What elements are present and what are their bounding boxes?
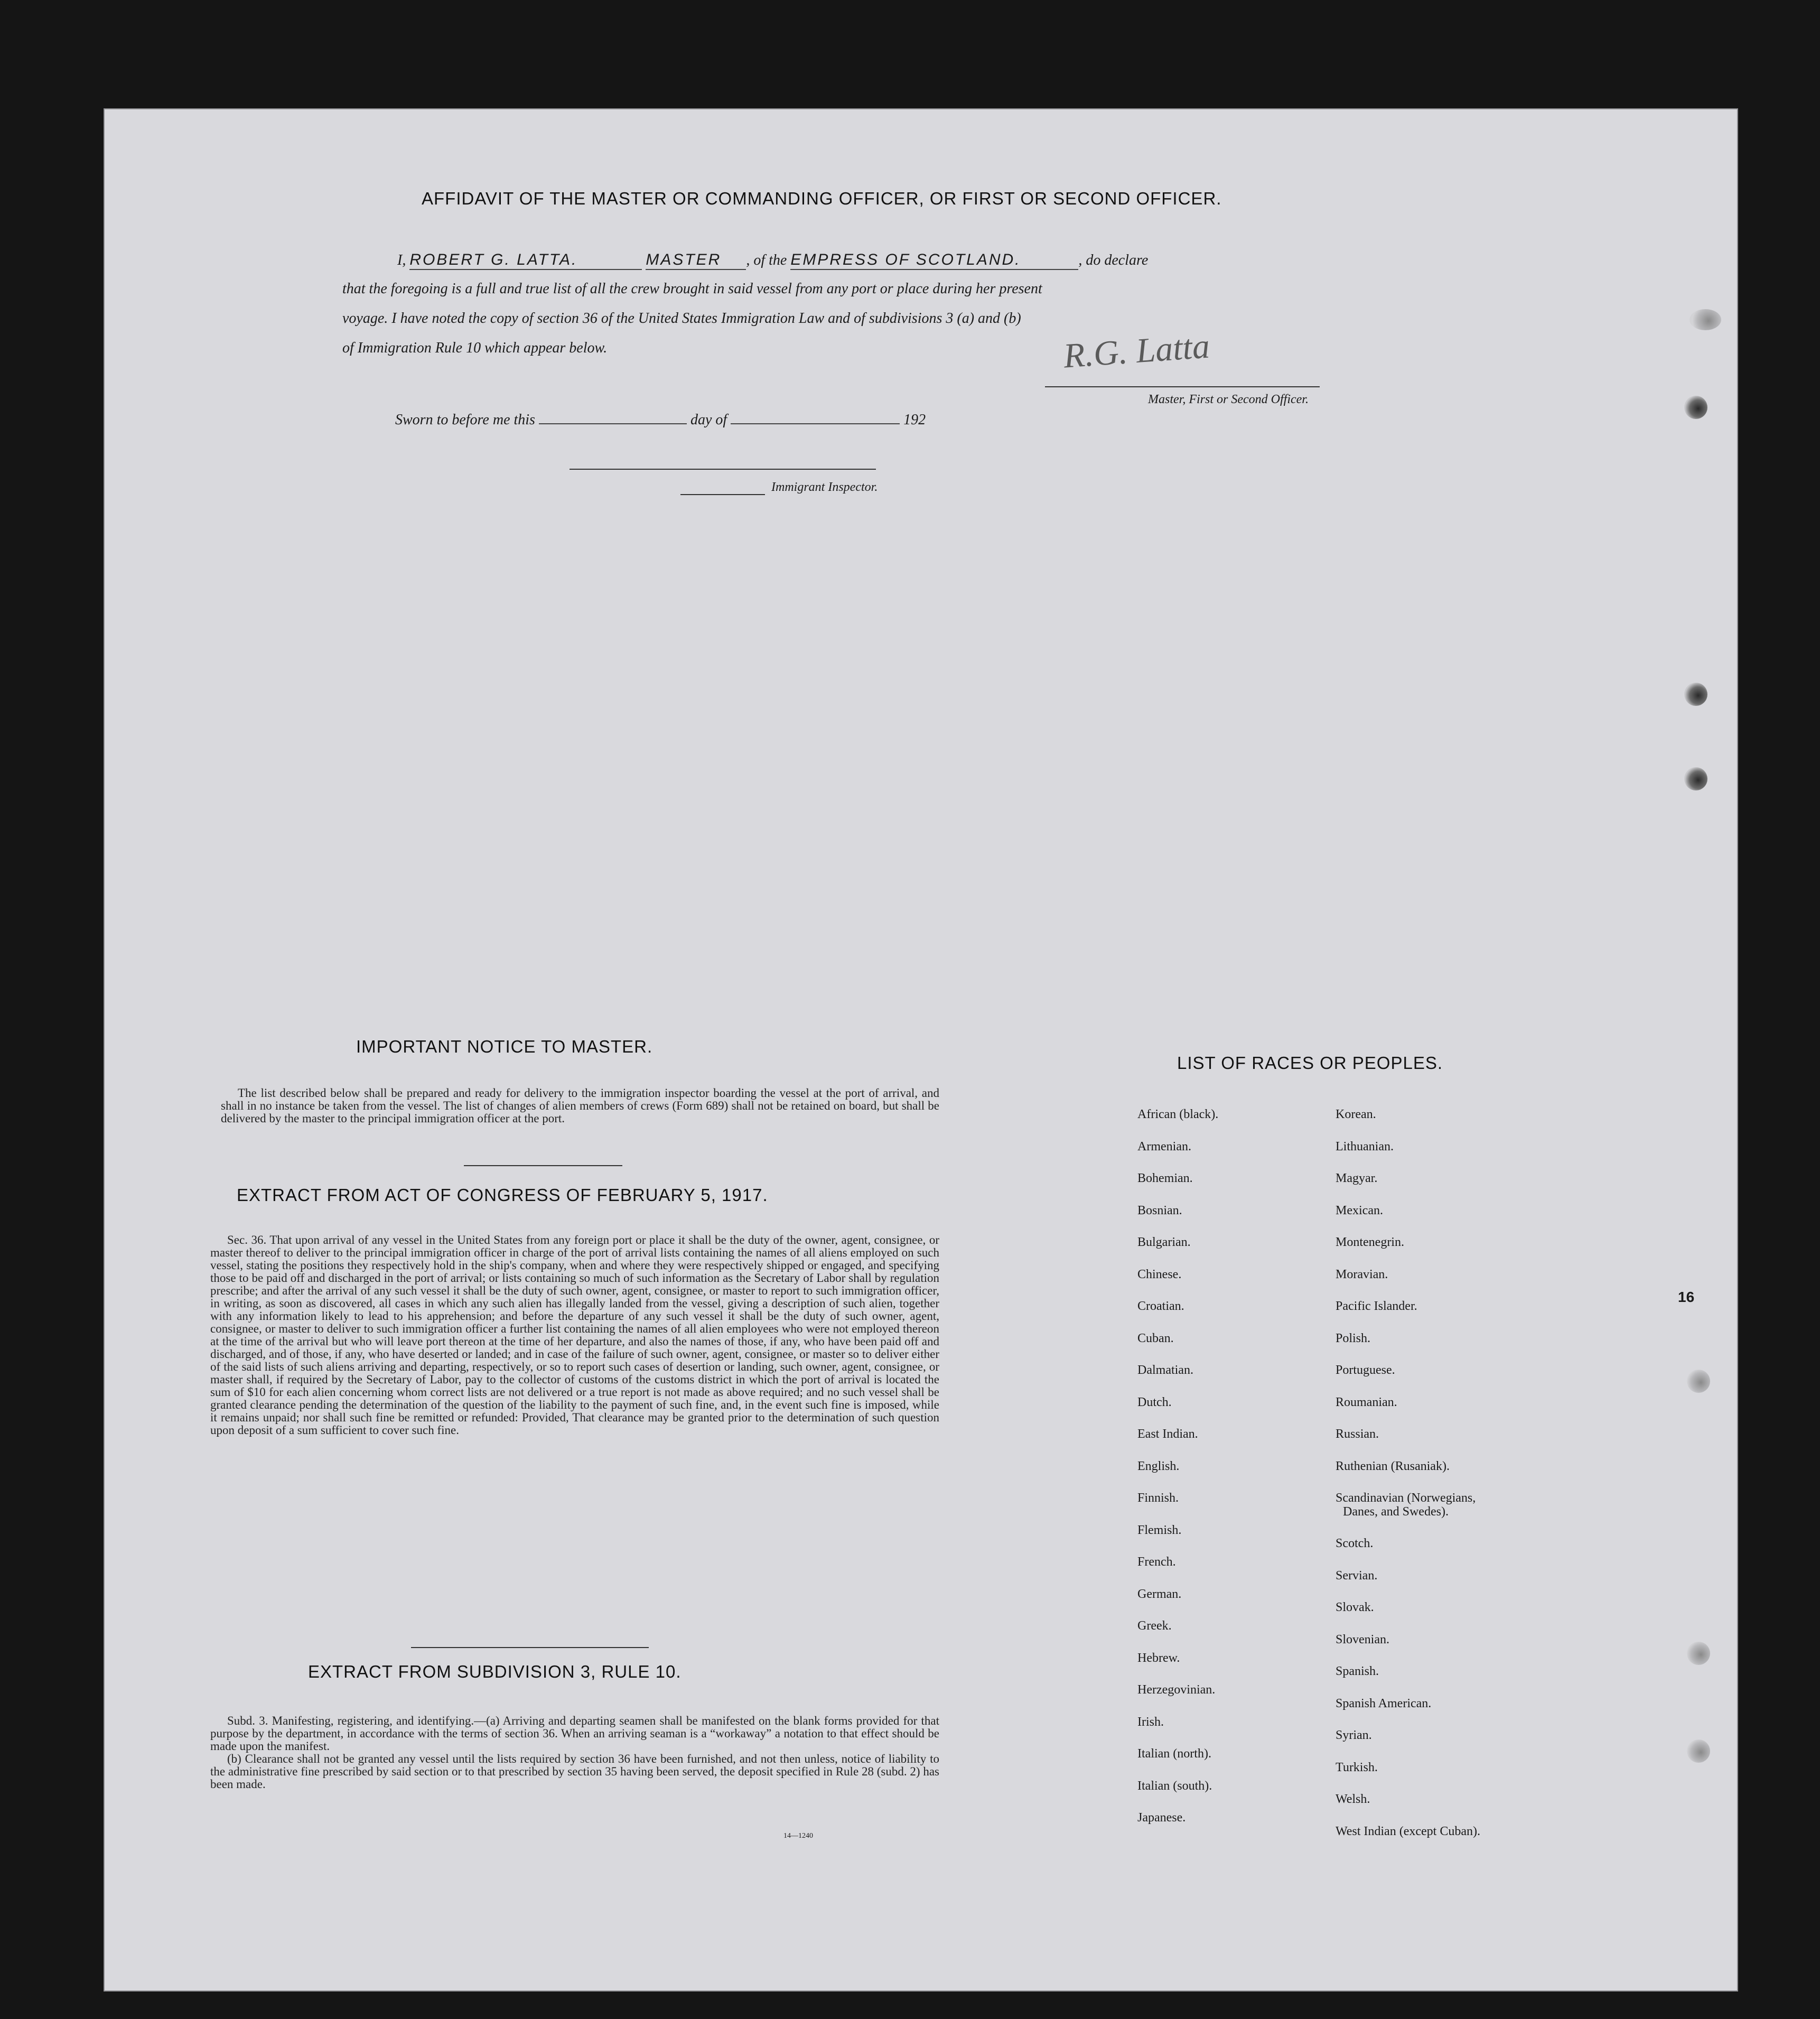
divider-2 [411,1647,649,1648]
race-item: Russian. [1336,1427,1379,1441]
affidavit-line-4: of Immigration Rule 10 which appear below. [342,340,608,356]
sworn-day-blank [539,412,687,424]
race-item: Flemish. [1137,1523,1182,1537]
race-item: Montenegrin. [1336,1235,1404,1249]
act-extract-title: EXTRACT FROM ACT OF CONGRESS OF FEBRUARY 5, 1917. [237,1185,768,1205]
notice-paragraph: The list described below shall be prepared and ready for delivery to the immigration inspector boarding the vessel at the port of arrival, and shall in no instance be taken from the vessel. The list of changes of alien members of crews (Form 689) shall not be retained on board, but shall be delivered by the master to the principal immigration officer at the port. [221,1086,939,1125]
race-item: Japanese. [1137,1811,1186,1825]
binder-hole [1684,396,1707,419]
race-item: French. [1137,1555,1176,1569]
races-title: LIST OF RACES OR PEOPLES. [1177,1053,1443,1073]
divider-1 [464,1165,622,1166]
signature-line [1045,386,1320,387]
race-item: Scandinavian (Norwegians, [1336,1491,1476,1505]
race-item: Bulgarian. [1137,1235,1191,1249]
race-item: Roumanian. [1336,1395,1397,1409]
race-item: Irish. [1137,1715,1164,1729]
race-item: German. [1137,1587,1182,1601]
affidavit-line-2: that the foregoing is a full and true list of all the crew brought in said vessel from any port or place during her present [342,281,1042,297]
signature-caption: Master, First or Second Officer. [1148,393,1309,406]
sworn-line [395,412,926,429]
sworn-prefix: Sworn to before me this [395,412,535,428]
i-label: I, [397,252,406,268]
race-item: Italian (south). [1137,1779,1212,1793]
race-item: Bohemian. [1137,1171,1193,1185]
race-item: Armenian. [1137,1139,1191,1153]
race-item: Spanish American. [1336,1696,1432,1710]
race-item: Greek. [1137,1619,1172,1633]
race-item: Croatian. [1137,1299,1184,1313]
rank-field: MASTER [646,251,746,270]
race-item: Chinese. [1137,1267,1182,1281]
race-item: West Indian (except Cuban). [1336,1824,1480,1838]
race-item: Turkish. [1336,1760,1378,1774]
rule-extract-title: EXTRACT FROM SUBDIVISION 3, RULE 10. [308,1662,682,1681]
race-item: East Indian. [1137,1427,1198,1441]
master-name-field: ROBERT G. LATTA. [409,251,642,270]
race-item: Magyar. [1336,1171,1378,1185]
rule-extract-text [210,1715,939,1791]
races-left-column [1137,1108,1218,1844]
race-item: Slovenian. [1336,1632,1389,1646]
rule-extract-paragraph-a: Subd. 3. Manifesting, registering, and identifying.—(a) Arriving and departing seamen shall be manifested on the blank forms provided for that purpose by the department, in accordance with the terms of section 36. When an arriving seaman is a “workaway” a notation to that effect should be made upon the manifest. [210,1714,939,1753]
race-item: Polish. [1336,1331,1371,1345]
race-item: Mexican. [1336,1203,1383,1217]
notice-title: IMPORTANT NOTICE TO MASTER. [356,1037,653,1056]
binder-hole [1687,1642,1710,1665]
rule-extract-paragraph-b: (b) Clearance shall not be granted any vessel until the lists required by section 36 have been furnished, and not then unless, notice of liability to the administrative fine prescribed by said section or to that prescribed by section 35 having been served, the deposit specified in Rule 28 (subd. 2) has been made. [210,1752,939,1791]
race-item: Ruthenian (Rusaniak). [1336,1459,1450,1473]
race-item: English. [1137,1459,1180,1473]
race-item: Portuguese. [1336,1363,1395,1377]
race-item: Moravian. [1336,1267,1388,1281]
race-item: Spanish. [1336,1664,1379,1678]
race-item: Finnish. [1137,1491,1179,1505]
master-signature: R.G. Latta [1062,327,1211,376]
race-item: Scotch. [1336,1537,1374,1550]
race-item: Dalmatian. [1137,1363,1193,1377]
affidavit-line-3: voyage. I have noted the copy of section 36 of the United States Immigration Law and of subdivisions 3 (a) and (b) [342,310,1021,327]
race-item: Lithuanian. [1336,1139,1394,1153]
race-item: Italian (north). [1137,1747,1211,1761]
declare-label: , do declare [1078,252,1149,268]
race-item: Servian. [1336,1568,1378,1583]
sworn-year: 192 [903,412,926,428]
binder-hole [1687,1370,1710,1393]
notice-text [221,1087,939,1125]
race-item: Pacific Islander. [1336,1299,1417,1313]
race-item: Bosnian. [1137,1203,1182,1217]
margin-mark: 16 [1678,1289,1695,1305]
vessel-name-field: EMPRESS OF SCOTLAND. [790,251,1078,270]
race-item: African (black). [1137,1108,1219,1121]
sworn-month-blank [731,412,900,424]
race-item: Danes, and Swedes). [1343,1505,1449,1519]
binder-hole [1684,767,1707,790]
binder-hole [1687,1739,1710,1763]
affidavit-first-line [397,251,1148,270]
race-item: Welsh. [1336,1792,1370,1806]
binder-hole [1690,309,1721,330]
inspector-short-line [680,494,765,495]
inspector-caption: Immigrant Inspector. [771,480,878,494]
race-item: Cuban. [1137,1331,1174,1345]
act-extract-paragraph: Sec. 36. That upon arrival of any vessel in the United States from any foreign port or place it shall be the duty of the owner, agent, consignee, or master thereof to deliver to the principal immigration officer in charge of the port of arrival lists containing the names of all aliens employed on such vessel, stating the positions they respectively hold in the ship's company, when and where they were respectively shipped or engaged, and specifying those to be paid off and discharged in the port of arrival; or lists containing so much of such information as the Secretary of Labor shall by regulation prescribe; and after the arrival of any such vessel it shall be the duty of such owner, agent, consignee, or master to report to such immigration officer, in writing, as soon as discovered, all cases in which any such alien has illegally landed from the vessel, giving a description of such alien, together with any information likely to lead to his apprehension; and before the departure of any such vessel it shall be the duty of such owner, agent, consignee, or master to deliver to such immigration officer a further list containing the names of all alien employees who were not employed thereon at the time of the arrival but who will leave port thereon at the time of her departure, and also the names of those, if any, who have been paid off and discharged, and of those, if any, who have deserted or landed; and in case of the failure of such owner, agent, consignee, or master so to deliver either of the said lists of such aliens arriving and departing, respectively, or so to report such cases of desertion or landing, such owner, agent, consignee, or master shall, if required by the Secretary of Labor, pay to the collector of customs of the customs district in which the port of arrival is located the sum of $10 for each alien concerning whom correct lists are not delivered or a true report is not made as above required; and no such vessel shall be granted clearance pending the determination of the question of the liability to the payment of such fine, and, in the event such fine is imposed, while it remains unpaid; nor shall such fine be remitted or refunded: Provided, That clearance may be granted prior to the determination of such question upon deposit of a sum sufficient to cover such fine. [210,1233,939,1437]
document-page [104,108,1738,1992]
binder-hole [1684,683,1707,706]
races-right-column [1336,1108,1480,1857]
race-item: Korean. [1336,1108,1376,1121]
bleed-through-text [184,215,191,229]
sworn-day-label: day of [690,412,727,428]
race-item: Slovak. [1336,1601,1374,1614]
inspector-signature-line [570,469,876,470]
of-the-label: , of the [746,252,787,268]
form-number: 14—1240 [783,1832,813,1840]
affidavit-title: AFFIDAVIT OF THE MASTER OR COMMANDING OFFICER, OR FIRST OR SECOND OFFICER. [422,189,1222,208]
race-item: Dutch. [1137,1395,1172,1409]
race-item: Syrian. [1336,1728,1372,1742]
race-item: Herzegovinian. [1137,1683,1216,1697]
act-extract-text [210,1234,939,1437]
race-item: Hebrew. [1137,1651,1180,1665]
